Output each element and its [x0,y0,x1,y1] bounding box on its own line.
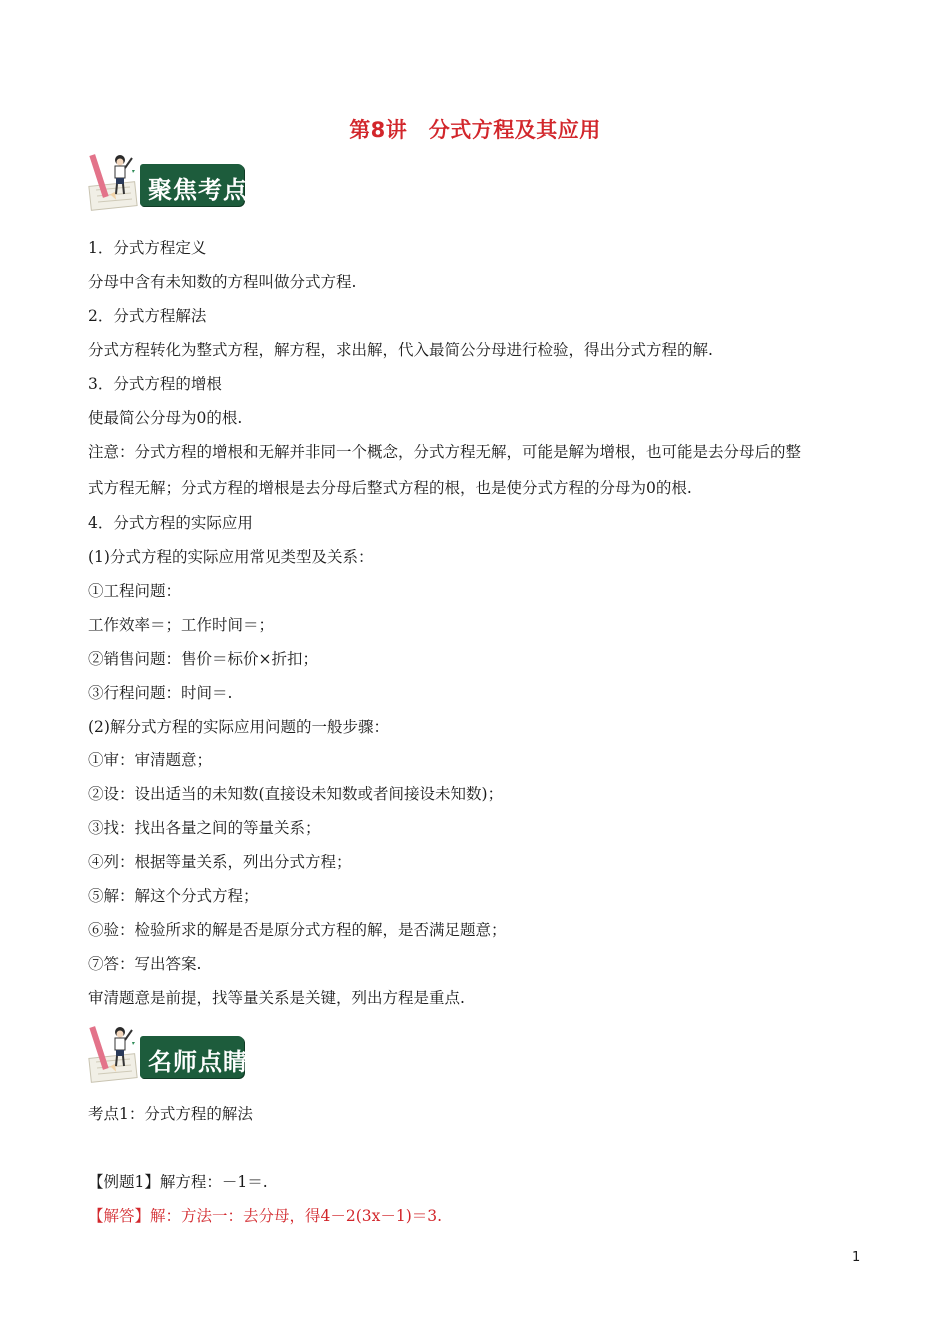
text-line: 分式方程转化为整式方程，解方程，求出解，代入最简公分母进行检验，得出分式方程的解. [88,341,713,359]
text-line: 式方程无解；分式方程的增根是去分母后整式方程的根，也是使分式方程的分母为0的根. [88,479,692,497]
badge-label: 聚焦考点 [148,176,248,204]
text-line: 审清题意是前提，找等量关系是关键，列出方程是重点. [88,989,465,1007]
text-line: 分母中含有未知数的方程叫做分式方程. [88,273,357,291]
text-line: ⑦答：写出答案. [88,955,202,973]
text-line: ①工程问题： [88,582,182,600]
text-line: (1)分式方程的实际应用常见类型及关系： [88,548,374,566]
text-line: 4．分式方程的实际应用 [88,514,253,532]
example-answer: 【解答】解：方法一：去分母，得4－2(3x－1)＝3. [88,1207,443,1225]
text-line: ①审：审清题意； [88,751,213,769]
text-line: 3．分式方程的增根 [88,375,222,393]
text-line: 注意：分式方程的增根和无解并非同一个概念，分式方程无解，可能是解为增根，也可能是去分母后的整 [88,443,802,461]
focus-section-badge [84,150,248,214]
teacher-section-badge [84,1022,248,1086]
text-line: ④列：根据等量关系，列出分式方程； [88,853,352,871]
text-line: ②销售问题：售价＝标价×折扣； [88,650,318,668]
badge-plate [140,164,248,206]
example-question: 【例题1】解方程：－1＝. [88,1173,268,1191]
text-line: ②设：设出适当的未知数(直接设未知数或者间接设未知数)； [88,785,504,803]
text-line: 工作效率＝；工作时间＝； [88,616,275,634]
text-line: 1．分式方程定义 [88,239,207,257]
text-line: ⑥验：检验所求的解是否是原分式方程的解，是否满足题意； [88,921,507,939]
text-line: 考点1：分式方程的解法 [88,1105,253,1123]
text-line: ③找：找出各量之间的等量关系； [88,819,321,837]
text-line: 使最简公分母为0的根. [88,409,243,427]
student-with-pencil-icon [84,1022,154,1088]
text-line: (2)解分式方程的实际应用问题的一般步骤： [88,718,389,736]
text-line: ⑤解：解这个分式方程； [88,887,259,905]
student-with-pencil-icon [84,150,154,216]
badge-label: 名师点睛 [148,1048,248,1076]
text-line: ③行程问题：时间＝. [88,684,233,702]
text-line: 2．分式方程解法 [88,307,207,325]
badge-plate [140,1036,248,1078]
page-title: 第8讲 分式方程及其应用 [349,118,601,142]
page-number: 1 [852,1250,861,1265]
